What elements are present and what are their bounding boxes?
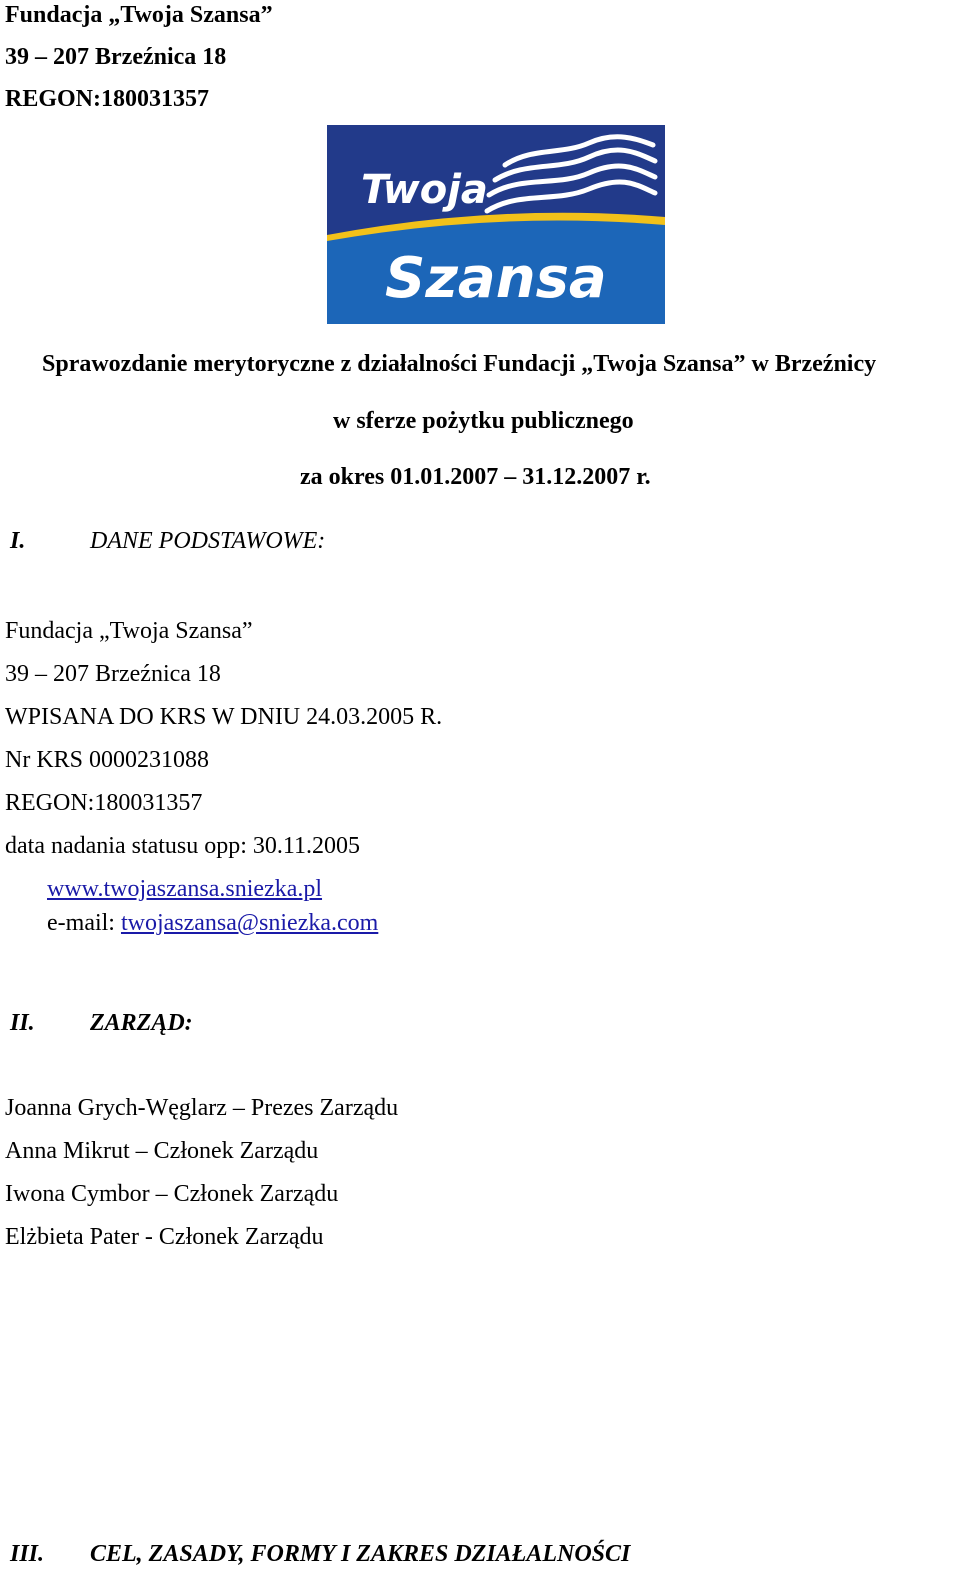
logo-text-twoja: Twoja <box>361 167 488 213</box>
basic-data-line: Fundacja „Twoja Szansa” <box>5 618 253 644</box>
basic-data-line: 39 – 207 Brzeźnica 18 <box>5 661 221 687</box>
basic-data-line: REGON:180031357 <box>5 790 203 816</box>
report-title-line1: Sprawozdanie merytoryczne z działalności Fundacji „Twoja Szansa” w Brzeźnicy <box>42 351 877 377</box>
logo-text-szansa: Szansa <box>385 246 607 311</box>
section-1-number: I. <box>10 528 26 554</box>
foundation-logo <box>327 125 665 324</box>
section-3-number: III. <box>10 1541 45 1567</box>
board-member: Elżbieta Pater - Członek Zarządu <box>5 1224 324 1250</box>
board-member: Anna Mikrut – Członek Zarządu <box>5 1138 319 1164</box>
header-org-name: Fundacja „Twoja Szansa” <box>5 2 273 28</box>
report-title-period: za okres 01.01.2007 – 31.12.2007 r. <box>300 464 651 490</box>
header-regon: REGON:180031357 <box>5 86 209 112</box>
section-1-heading: DANE PODSTAWOWE: <box>90 528 326 554</box>
website-link[interactable]: www.twojaszansa.sniezka.pl <box>47 876 323 902</box>
basic-data-line: Nr KRS 0000231088 <box>5 747 210 773</box>
section-3-heading: CEL, ZASADY, FORMY I ZAKRES DZIAŁALNOŚCI <box>90 1541 631 1567</box>
board-member: Joanna Grych-Węglarz – Prezes Zarządu <box>5 1095 399 1121</box>
section-2-heading: ZARZĄD: <box>90 1010 193 1036</box>
section-2-number: II. <box>10 1010 35 1036</box>
report-title-line2: w sferze pożytku publicznego <box>333 408 634 434</box>
basic-data-line: data nadania statusu opp: 30.11.2005 <box>5 833 361 859</box>
email-line <box>47 908 378 938</box>
email-label: e-mail: <box>47 910 121 936</box>
board-member: Iwona Cymbor – Członek Zarządu <box>5 1181 339 1207</box>
email-link[interactable]: twojaszansa@sniezka.com <box>120 910 379 936</box>
basic-data-line: WPISANA DO KRS W DNIU 24.03.2005 R. <box>5 704 443 730</box>
header-address: 39 – 207 Brzeźnica 18 <box>5 44 227 70</box>
